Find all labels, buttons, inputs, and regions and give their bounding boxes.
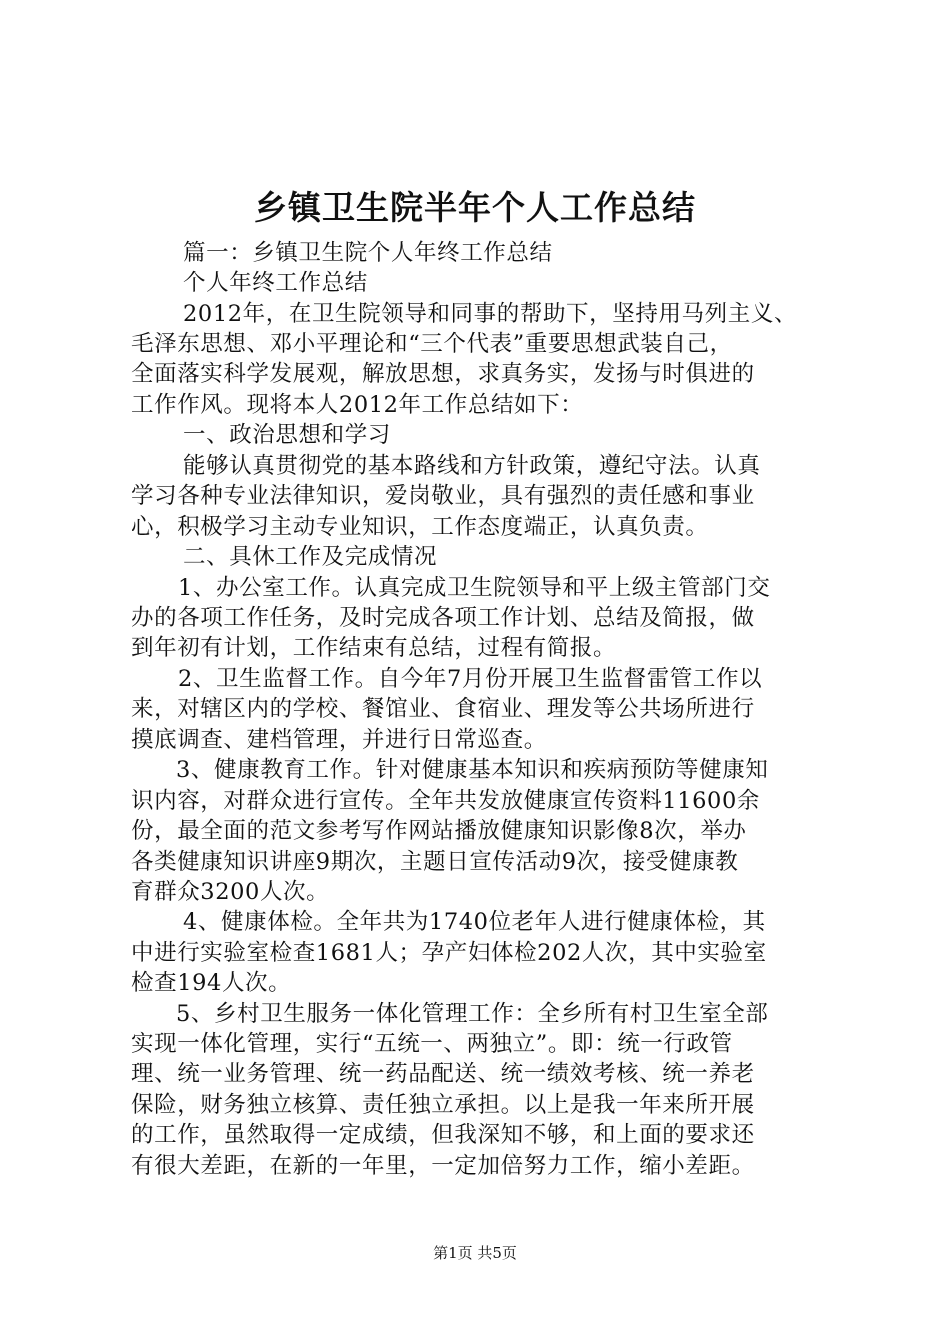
paragraph-line: 中进行实验室检查1681人；孕产妇体检202人次，其中实验室 <box>131 940 767 966</box>
paragraph-line: 2、卫生监督工作。自今年7月份开展卫生监督雷管工作以 <box>178 666 763 692</box>
paragraph-line: 办的各项工作任务，及时完成各项工作计划、总结及简报，做 <box>131 605 755 631</box>
paragraph-line: 来，对辖区内的学校、餐馆业、食宿业、理发等公共场所进行 <box>131 696 755 722</box>
page-number-footer: 第1页 共5页 <box>433 1244 517 1262</box>
paragraph-line: 有很大差距，在新的一年里，一定加倍努力工作，缩小差距。 <box>131 1153 755 1179</box>
paragraph-line: 识内容，对群众进行宣传。全年共发放健康宣传资料11600余 <box>131 788 760 814</box>
paragraph-line: 能够认真贯彻党的基本路线和方针政策，遵纪守法。认真 <box>183 453 761 479</box>
paragraph-line: 学习各种专业法律知识，爱岗敬业，具有强烈的责任感和事业 <box>131 483 755 509</box>
paragraph-line: 理、统一业务管理、统一药品配送、统一绩效考核、统一养老 <box>131 1061 755 1087</box>
paragraph-line: 到年初有计划，工作结束有总结，过程有简报。 <box>131 635 617 661</box>
paragraph-line: 5、乡村卫生服务一体化管理工作：全乡所有村卫生室全部 <box>176 1001 769 1027</box>
paragraph-line: 2012年，在卫生院领导和同事的帮助下，坚持用马列主义、 <box>183 301 798 327</box>
paragraph-line: 实现一体化管理，实行“五统一、两独立”。即：统一行政管 <box>131 1031 733 1057</box>
paragraph-line: 1、办公室工作。认真完成卫生院领导和平上级主管部门交 <box>178 575 771 601</box>
subheading: 个人年终工作总结 <box>183 270 368 296</box>
paragraph-line: 工作作风。现将本人2012年工作总结如下： <box>131 392 584 418</box>
document-title: 乡镇卫生院半年个人工作总结 <box>254 188 696 227</box>
paragraph-line: 育群众3200人次。 <box>131 879 330 905</box>
paragraph-line: 心，积极学习主动专业知识，工作态度端正，认真负责。 <box>131 514 709 540</box>
section-heading: 一、政治思想和学习 <box>183 422 391 448</box>
paragraph-line: 份，最全面的范文参考写作网站播放健康知识影像8次，举办 <box>131 818 747 844</box>
paragraph-line: 各类健康知识讲座9期次，主题日宣传活动9次，接受健康教 <box>131 849 739 875</box>
section-heading: 篇一：乡镇卫生院个人年终工作总结 <box>183 240 553 266</box>
paragraph-line: 毛泽东思想、邓小平理论和“三个代表”重要思想武装自己， <box>131 331 733 357</box>
paragraph-line: 检查194人次。 <box>131 970 292 996</box>
paragraph-line: 摸底调查、建档管理，并进行日常巡查。 <box>131 727 547 753</box>
paragraph-line: 4、健康体检。全年共为1740位老年人进行健康体检，其 <box>183 909 766 935</box>
paragraph-line: 保险，财务独立核算、责任独立承担。以上是我一年来所开展 <box>131 1092 755 1118</box>
paragraph-line: 全面落实科学发展观，解放思想，求真务实，发扬与时俱进的 <box>131 361 755 387</box>
paragraph-line: 3、健康教育工作。针对健康基本知识和疾病预防等健康知 <box>176 757 769 783</box>
paragraph-line: 的工作，虽然取得一定成绩，但我深知不够，和上面的要求还 <box>131 1122 755 1148</box>
section-heading: 二、具休工作及完成情况 <box>183 544 438 570</box>
